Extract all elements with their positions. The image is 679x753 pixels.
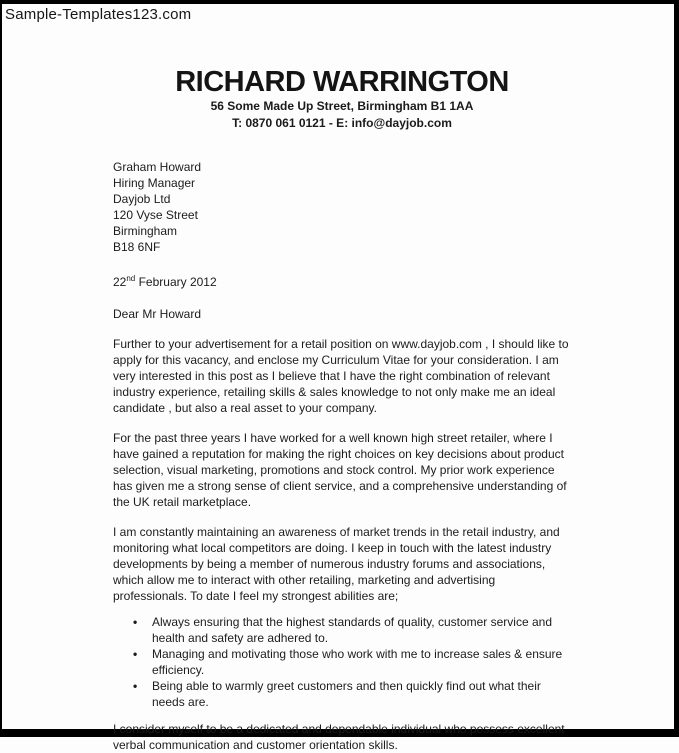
letter-date (113, 271, 571, 290)
date-month-year: February 2012 (135, 275, 217, 289)
list-item (133, 678, 571, 710)
recipient-name: Graham Howard (113, 160, 202, 174)
paragraph-experience: For the past three years I have worked for a well known high street retailer, where I have gained a reputation for making the right choices on key decisions about product selection, visual marketing, promotions and stock control. My prior work experience has given me a strong sense of client service, and a comprehensive understanding of the UK retail marketplace. (113, 431, 567, 509)
scan-border-left (0, 0, 2, 737)
recipient-title: Hiring Manager (113, 176, 196, 190)
cover-letter-document (113, 66, 571, 753)
recipient-city: Birmingham (113, 224, 178, 238)
letter-header (113, 66, 571, 132)
bullet-icon: • (133, 615, 138, 629)
list-item-text: Always ensuring that the highest standards of quality, customer service and health and safety are adhered to. (152, 615, 552, 645)
site-watermark: Sample-Templates123.com (5, 6, 192, 23)
sender-name: RICHARD WARRINGTON (175, 66, 509, 98)
scan-border-top (0, 0, 679, 4)
bullet-icon: • (133, 647, 138, 661)
paragraph-closing: I consider myself to be a dedicated and dependable individual who possess excellent verbal communication and customer orientation skills. (113, 722, 565, 752)
paragraph-industry-awareness: I am constantly maintaining an awareness of market trends in the retail industry, and monitoring what local competitors are doing. I keep in touch with the latest industry developments by being a member of numerous industry forums and associations, which allow me to interact with other retailing, marketing and advertising professionals. To date I feel my strongest abilities are; (113, 525, 560, 603)
recipient-street: 120 Vyse Street (113, 208, 198, 222)
list-item-text: Managing and motivating those who work with me to increase sales & ensure efficiency. (152, 647, 563, 677)
date-ordinal-suffix: nd (126, 274, 136, 283)
list-item-text: Being able to warmly greet customers and then quickly find out what their needs are. (152, 679, 541, 709)
recipient-company: Dayjob Ltd (113, 192, 171, 206)
paragraph-introduction: Further to your advertisement for a retail position on www.dayjob.com , I should like to apply for this vacancy, and enclose my Curriculum Vitae for your consideration. I am very interested in this post as I believe that I have the right combination of relevant industry experience, retailing skills & sales knowledge to not only make me an ideal candidate , but also a real asset to your company. (113, 337, 569, 415)
list-item (133, 646, 571, 678)
date-day: 22 (113, 275, 127, 289)
bullet-icon: • (133, 679, 138, 693)
abilities-list (113, 614, 571, 710)
recipient-postcode: B18 6NF (113, 240, 161, 254)
scan-border-right (674, 0, 679, 737)
recipient-address-block (113, 159, 571, 255)
salutation: Dear Mr Howard (113, 307, 202, 321)
sender-contact: T: 0870 061 0121 - E: info@dayjob.com (232, 116, 452, 130)
list-item (133, 614, 571, 646)
sender-address: 56 Some Made Up Street, Birmingham B1 1AA (210, 99, 474, 113)
